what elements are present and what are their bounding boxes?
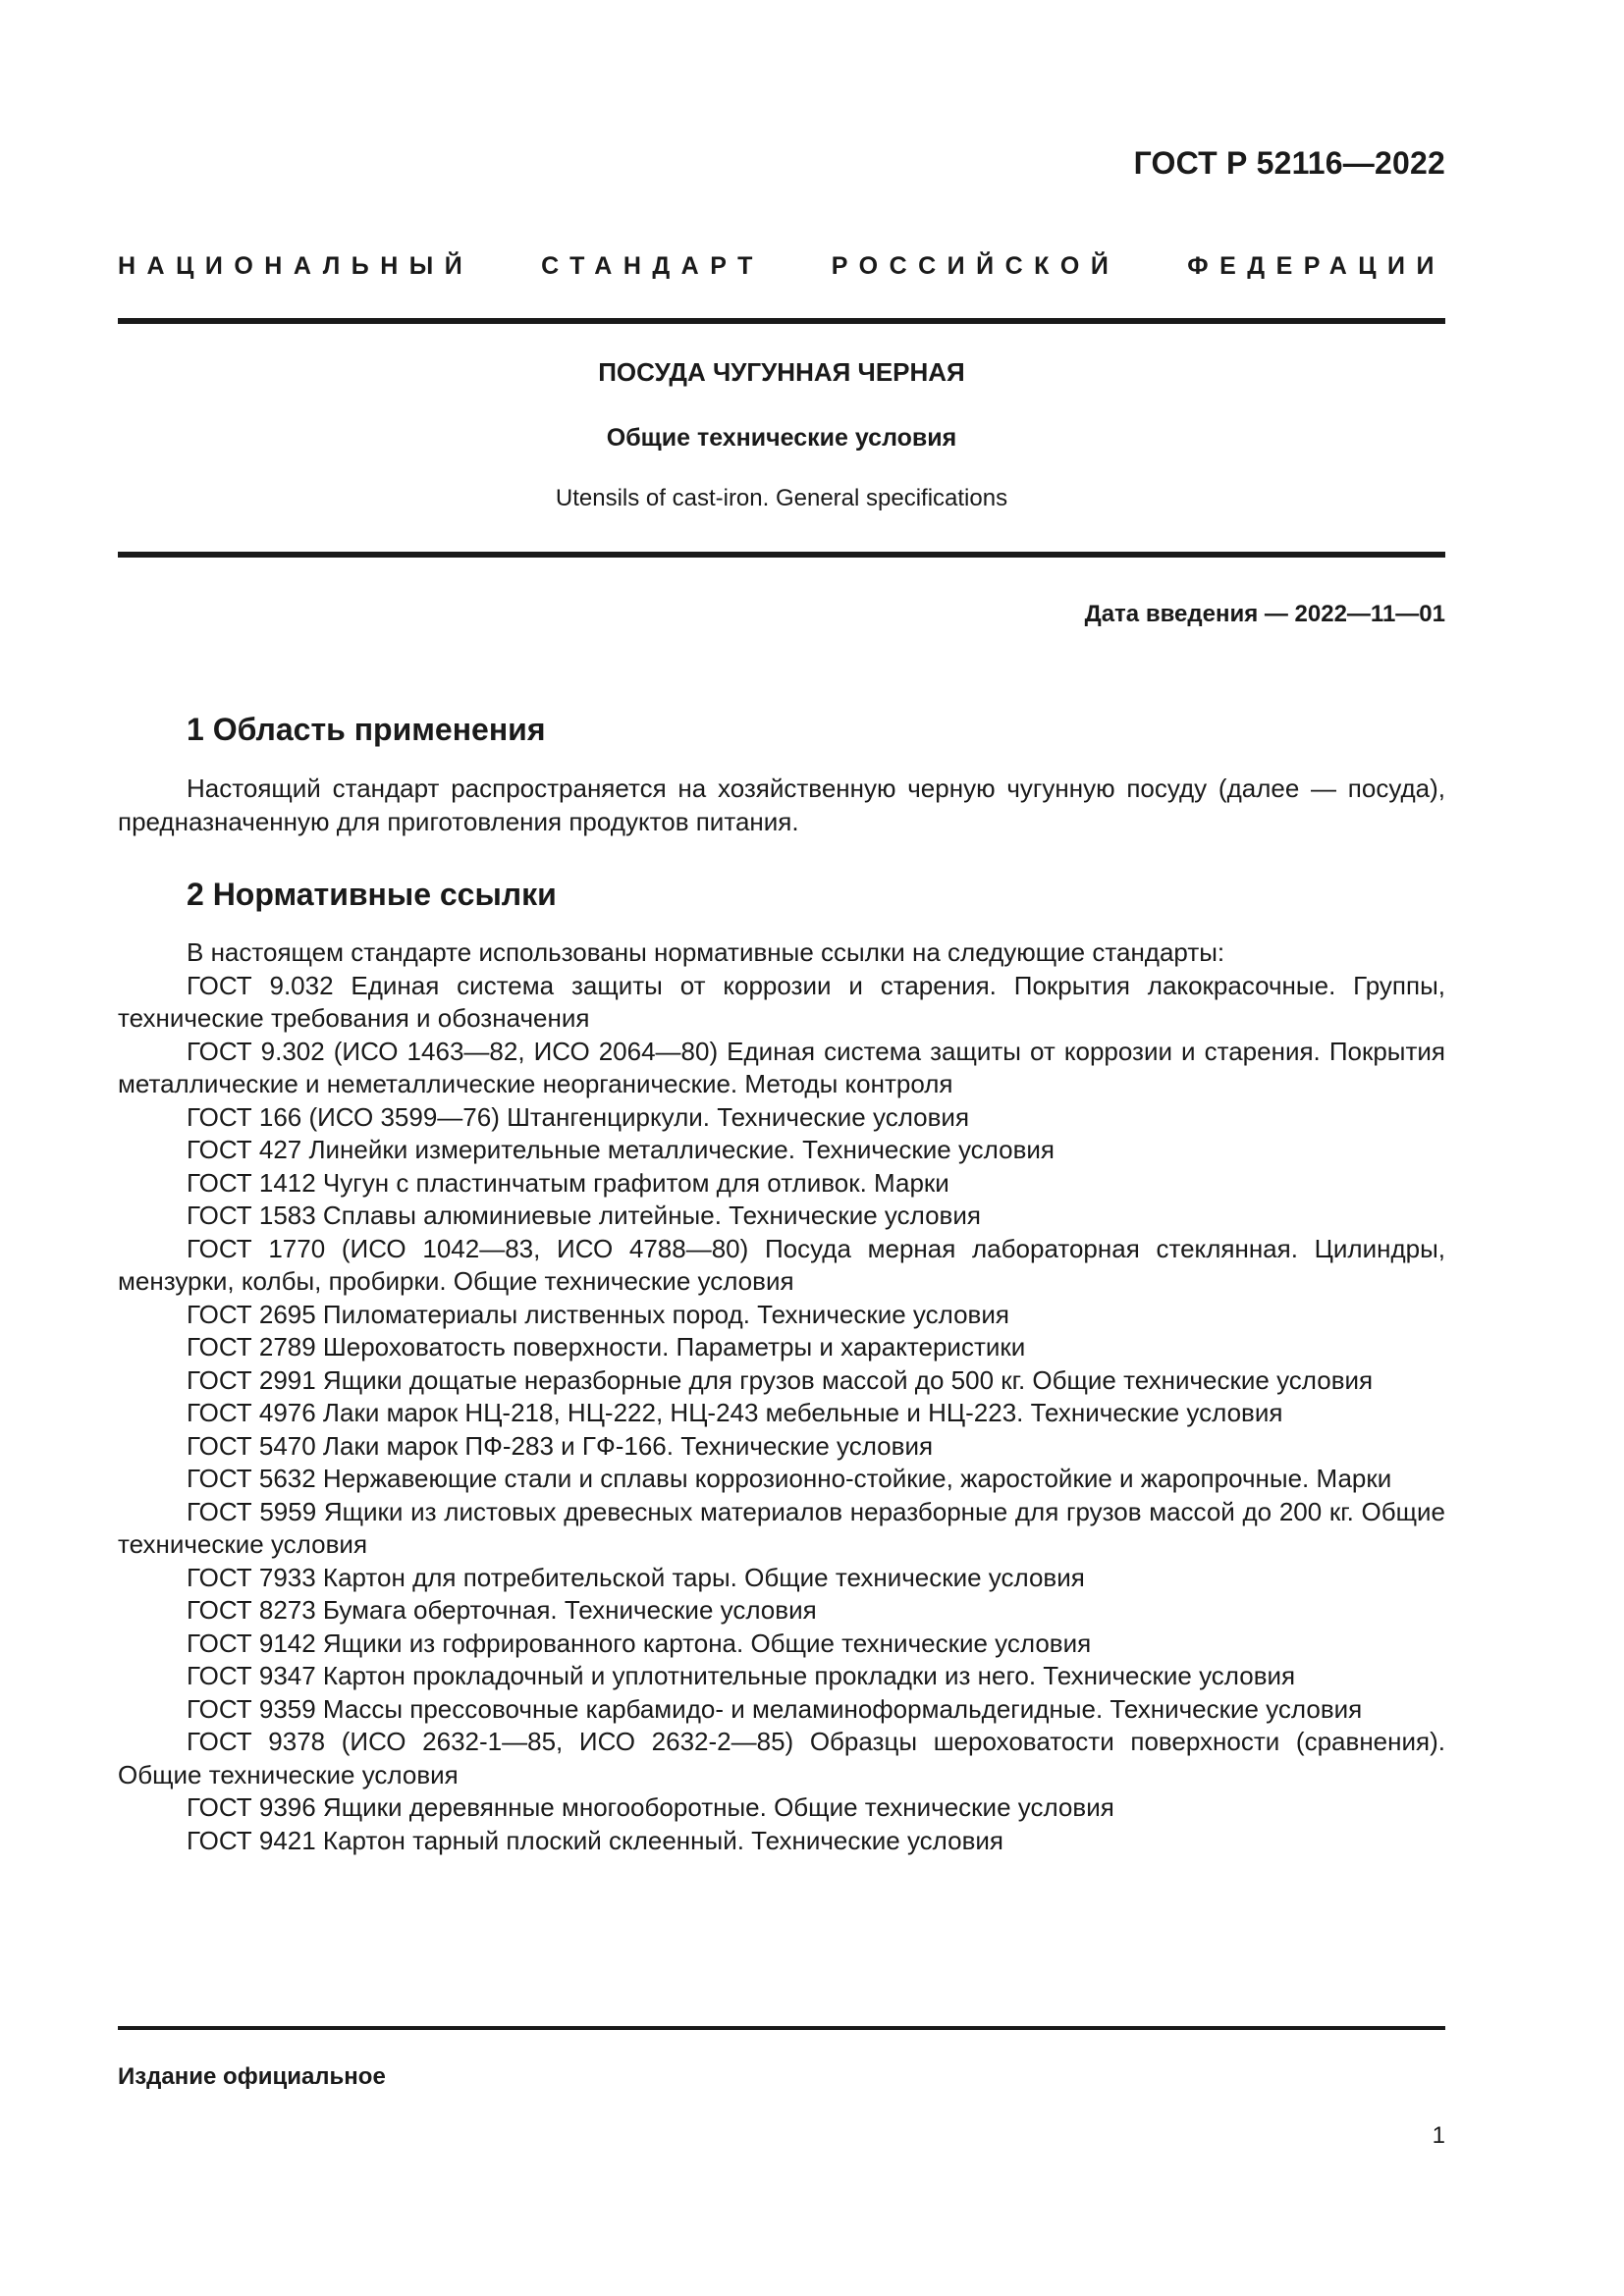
reference-item: ГОСТ 5470 Лаки марок ПФ-283 и ГФ-166. Технические условия [187, 1430, 934, 1461]
reference-item: ГОСТ 9347 Картон прокладочный и уплотнительные прокладки из него. Технические условия [187, 1661, 1296, 1690]
reference-item: ГОСТ 1770 (ИСО 1042—83, ИСО 4788—80) Посуда мерная лабораторная стеклянная. Цилиндры, мензурки, колбы, пробирки. Общие технические условия [118, 1233, 1445, 1296]
reference-item: ГОСТ 8273 Бумага оберточная. Технические условия [187, 1595, 817, 1625]
document-title: ПОСУДА ЧУГУННАЯ ЧЕРНАЯ [598, 357, 965, 387]
reference-item: ГОСТ 9421 Картон тарный плоский склеенный. Технические условия [187, 1825, 1004, 1855]
scope-paragraph: Настоящий стандарт распространяется на хозяйственную черную чугунную посуду (далее — посуда), предназначенную для приготовления продуктов питания. [118, 774, 1445, 836]
reference-item: ГОСТ 4976 Лаки марок НЦ-218, НЦ-222, НЦ-243 мебельные и НЦ-223. Технические условия [187, 1398, 1283, 1427]
document-title-english: Utensils of cast-iron. General specifications [555, 485, 1008, 511]
national-standard-header: НАЦИОНАЛЬНЫЙ СТАНДАРТ РОССИЙСКОЙ ФЕДЕРАЦИИ [118, 252, 1445, 280]
reference-item: ГОСТ 9142 Ящики из гофрированного картона. Общие технические условия [187, 1628, 1092, 1658]
footer-rule [118, 2026, 1445, 2030]
title-rule [118, 552, 1445, 558]
reference-item: ГОСТ 9378 (ИСО 2632-1—85, ИСО 2632-2—85) Образцы шероховатости поверхности (сравнения). Общие технические условия [118, 1727, 1445, 1789]
reference-item: ГОСТ 1412 Чугун с пластинчатым графитом для отливок. Марки [187, 1167, 949, 1198]
reference-item: ГОСТ 2991 Ящики дощатые неразборные для грузов массой до 500 кг. Общие технические условия [187, 1364, 1374, 1395]
reference-item: ГОСТ 166 (ИСО 3599—76) Штангенциркули. Технические условия [187, 1101, 970, 1132]
reference-item: ГОСТ 2789 Шероховатость поверхности. Параметры и характеристики [187, 1332, 1026, 1362]
reference-item: ГОСТ 9396 Ящики деревянные многооборотные. Общие технические условия [187, 1792, 1114, 1822]
reference-item: ГОСТ 5632 Нержавеющие стали и сплавы коррозионно-стойкие, жаростойкие и жаропрочные. Марки [187, 1464, 1392, 1493]
reference-item: ГОСТ 9.302 (ИСО 1463—82, ИСО 2064—80) Единая система защиты от коррозии и старения. Покрытия металлические и неметаллические неорганические. Методы контроля [118, 1036, 1445, 1098]
reference-item: ГОСТ 5959 Ящики из листовых древесных материалов неразборные для грузов массой до 200 кг. Общие технические условия [118, 1496, 1445, 1559]
references-intro: В настоящем стандарте использованы нормативные ссылки на следующие стандарты: [187, 937, 1225, 967]
reference-item: ГОСТ 427 Линейки измерительные металлические. Технические условия [187, 1135, 1055, 1164]
document-subtitle: Общие технические условия [606, 424, 957, 452]
reference-item: ГОСТ 7933 Картон для потребительской тары. Общие технические условия [187, 1562, 1085, 1592]
reference-item: ГОСТ 9.032 Единая система защиты от коррозии и старения. Покрытия лакокрасочные. Группы, технические требования и обозначения [118, 970, 1445, 1033]
reference-item: ГОСТ 2695 Пиломатериалы лиственных пород. Технические условия [187, 1299, 1009, 1329]
section-heading-references: 2 Нормативные ссылки [187, 877, 557, 912]
reference-items [118, 970, 1445, 1858]
page-number: 1 [1432, 2122, 1445, 2149]
document-number: ГОСТ Р 52116—2022 [1133, 145, 1445, 181]
reference-item: ГОСТ 9359 Массы прессовочные карбамидо- и меламиноформальдегидные. Технические условия [187, 1693, 1363, 1724]
scope-text [118, 773, 1445, 838]
introduction-date: Дата введения — 2022—11—01 [1084, 601, 1445, 627]
reference-item: ГОСТ 1583 Сплавы алюминиевые литейные. Технические условия [187, 1201, 981, 1230]
references-list [118, 936, 1445, 1857]
edition-note: Издание официальное [118, 2063, 386, 2090]
section-heading-scope: 1 Область применения [187, 712, 546, 747]
header-rule [118, 318, 1445, 324]
